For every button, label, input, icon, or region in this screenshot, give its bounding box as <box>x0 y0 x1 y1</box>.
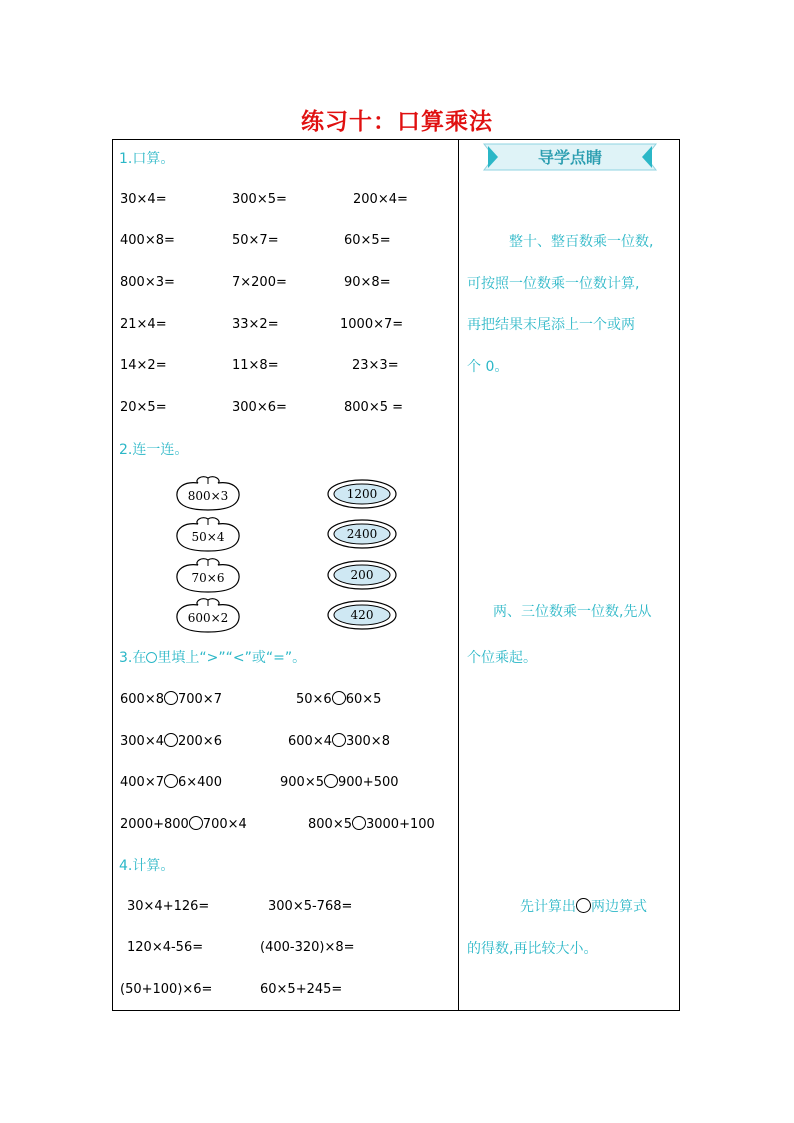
page-title: 练习十：口算乘法 <box>301 109 493 135</box>
q1-item: 20×5= <box>120 400 167 415</box>
answer-oval <box>327 519 397 549</box>
compare-circle[interactable] <box>164 774 178 788</box>
compare-item <box>308 816 435 833</box>
q1-item: 7×200= <box>232 275 287 290</box>
compare-right: 700×4 <box>202 817 247 832</box>
compare-circle[interactable] <box>332 691 346 705</box>
match-left-label: 70×6 <box>191 571 225 585</box>
q1-item: 14×2= <box>120 358 167 373</box>
guide-text-a: 先计算出 <box>520 899 576 915</box>
calc-item: 30×4+126= <box>127 899 210 914</box>
guide-banner <box>482 142 658 172</box>
calc-item: 60×5+245= <box>260 982 343 997</box>
q1-item: 200×4= <box>353 192 408 207</box>
q1-heading: 1.口算。 <box>119 151 175 167</box>
compare-left: 50×6 <box>296 692 332 707</box>
peach-card <box>172 558 244 594</box>
q1-item: 11×8= <box>232 358 279 373</box>
guide-text: 个 0。 <box>467 359 509 375</box>
match-right-label: 200 <box>350 568 374 582</box>
compare-circle[interactable] <box>189 816 203 830</box>
match-right-label: 2400 <box>346 527 378 541</box>
match-left-label: 50×4 <box>191 530 225 544</box>
peach-card <box>172 598 244 634</box>
match-left-label: 800×3 <box>187 489 229 503</box>
circle-icon <box>576 898 591 913</box>
compare-circle[interactable] <box>164 733 178 747</box>
match-right-label: 1200 <box>346 487 378 501</box>
guide-text: 两、三位数乘一位数,先从 <box>493 604 652 620</box>
answer-oval <box>327 560 397 590</box>
compare-item <box>120 691 222 708</box>
compare-item <box>120 816 247 833</box>
guide-text <box>520 898 647 916</box>
q1-item: 30×4= <box>120 192 167 207</box>
compare-item <box>120 774 222 791</box>
q1-item: 90×8= <box>344 275 391 290</box>
q1-item: 60×5= <box>344 233 391 248</box>
compare-circle[interactable] <box>324 774 338 788</box>
compare-left: 300×4 <box>120 734 164 749</box>
guide-text-b: 两边算式 <box>591 899 647 915</box>
circle-icon <box>146 652 157 663</box>
compare-right: 6×400 <box>177 775 222 790</box>
q1-item: 300×5= <box>232 192 287 207</box>
calc-item: (50+100)×6= <box>120 982 213 997</box>
compare-left: 800×5 <box>308 817 352 832</box>
q1-item: 400×8= <box>120 233 175 248</box>
compare-circle[interactable] <box>332 733 346 747</box>
guide-text: 可按照一位数乘一位数计算, <box>467 276 640 292</box>
guide-text: 整十、整百数乘一位数, <box>509 234 654 250</box>
match-right-label: 420 <box>350 608 374 622</box>
compare-left: 600×8 <box>120 692 164 707</box>
q2-heading: 2.连一连。 <box>119 442 189 458</box>
compare-right: 200×6 <box>177 734 222 749</box>
compare-item <box>280 774 399 791</box>
calc-item: (400-320)×8= <box>260 940 355 955</box>
q1-item: 1000×7= <box>340 317 404 332</box>
compare-left: 400×7 <box>120 775 164 790</box>
compare-item <box>288 733 390 750</box>
q3-heading-b: 里填上“>”“<”或“=”。 <box>157 650 307 666</box>
compare-item <box>120 733 222 750</box>
match-left-label: 600×2 <box>187 611 229 625</box>
q1-item: 33×2= <box>232 317 279 332</box>
peach-card <box>172 517 244 553</box>
compare-right: 60×5 <box>345 692 382 707</box>
q1-item: 50×7= <box>232 233 279 248</box>
compare-right: 700×7 <box>177 692 222 707</box>
q1-item: 23×3= <box>352 358 399 373</box>
column-divider <box>458 139 459 1011</box>
compare-left: 900×5 <box>280 775 324 790</box>
guide-text: 个位乘起。 <box>467 650 537 666</box>
compare-left: 600×4 <box>288 734 332 749</box>
compare-item <box>296 691 381 708</box>
q1-item: 21×4= <box>120 317 167 332</box>
compare-circle[interactable] <box>164 691 178 705</box>
answer-oval <box>327 479 397 509</box>
guide-text: 再把结果末尾添上一个或两 <box>467 317 635 333</box>
guide-banner-label: 导学点睛 <box>537 148 603 167</box>
calc-item: 300×5-768= <box>268 899 353 914</box>
answer-oval <box>327 600 397 630</box>
compare-circle[interactable] <box>352 816 366 830</box>
q1-item: 300×6= <box>232 400 287 415</box>
compare-left: 2000+800 <box>120 817 189 832</box>
q3-heading <box>119 649 306 667</box>
q4-heading: 4.计算。 <box>119 858 175 874</box>
compare-right: 3000+100 <box>365 817 435 832</box>
guide-text: 的得数,再比较大小。 <box>467 941 598 957</box>
peach-card <box>172 476 244 512</box>
compare-right: 900+500 <box>337 775 399 790</box>
q3-heading-a: 3.在 <box>119 650 147 666</box>
compare-right: 300×8 <box>345 734 390 749</box>
q1-item: 800×5 = <box>344 400 404 415</box>
q1-item: 800×3= <box>120 275 175 290</box>
calc-item: 120×4-56= <box>127 940 204 955</box>
